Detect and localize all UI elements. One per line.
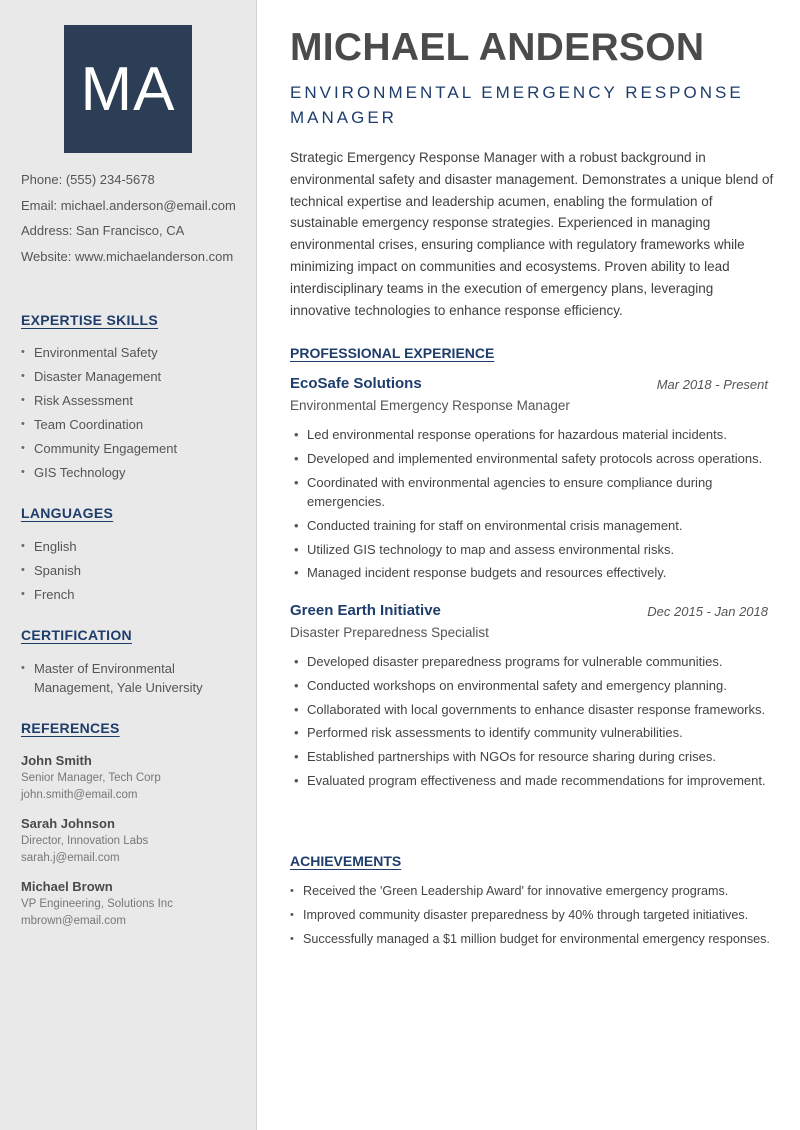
- responsibility-text: Utilized GIS technology to map and assess environmental risks.: [307, 541, 675, 557]
- list-item: [21, 415, 241, 434]
- bullet-icon: •: [21, 418, 25, 430]
- skills-heading: EXPERTISE SKILLS: [21, 312, 159, 328]
- language-text: English: [34, 539, 77, 554]
- bullet-icon: •: [21, 346, 25, 358]
- bullet-icon: •: [294, 474, 299, 490]
- skills-list: [21, 343, 241, 487]
- certification-text: Master of Environmental Management, Yale University: [34, 661, 203, 695]
- responsibility-text: Collaborated with local governments to enhance disaster response frameworks.: [307, 701, 766, 717]
- responsibility-text: Established partnerships with NGOs for resource sharing during crises.: [307, 749, 716, 765]
- reference-name: Sarah Johnson: [21, 816, 115, 831]
- responsibility-text: Conducted workshops on environmental safety and emergency planning.: [307, 677, 727, 693]
- bullet-icon: •: [290, 909, 294, 921]
- language-text: French: [34, 587, 75, 602]
- list-item: [290, 676, 770, 696]
- bullet-icon: •: [21, 370, 25, 382]
- references-heading: REFERENCES: [21, 720, 120, 736]
- contact-info: [21, 171, 236, 273]
- job-dates: Mar 2018 - Present: [656, 377, 768, 392]
- bullet-icon: •: [294, 450, 299, 466]
- reference-email: sarah.j@email.com: [21, 852, 120, 864]
- bullet-icon: •: [21, 442, 25, 454]
- monogram-badge: [64, 25, 192, 153]
- contact-email: Email: michael.anderson@email.com: [21, 197, 236, 213]
- bullet-icon: •: [21, 588, 25, 600]
- reference-email: mbrown@email.com: [21, 915, 126, 927]
- responsibility-text: Developed and implemented environmental safety protocols across operations.: [307, 450, 763, 466]
- achievement-text: Successfully managed a $1 million budget for environmental emergency responses.: [303, 932, 770, 946]
- contact-website: Website: www.michaelanderson.com: [21, 248, 234, 264]
- bullet-icon: •: [294, 565, 299, 581]
- skill-text: GIS Technology: [34, 465, 126, 480]
- language-text: Spanish: [34, 563, 81, 578]
- responsibility-text: Evaluated program effectiveness and made recommendations for improvement.: [307, 772, 766, 788]
- list-item: [290, 473, 770, 512]
- reference-name: Michael Brown: [21, 879, 113, 894]
- list-item: [290, 540, 770, 560]
- reference-email: john.smith@email.com: [21, 789, 138, 801]
- list-item: [290, 723, 770, 743]
- achievement-text: Received the 'Green Leadership Award' for innovative emergency programs.: [303, 884, 729, 898]
- experience-heading: PROFESSIONAL EXPERIENCE: [290, 345, 495, 361]
- list-item: [290, 700, 770, 720]
- list-item: [21, 367, 241, 386]
- bullet-icon: •: [21, 662, 25, 674]
- achievement-text: Improved community disaster preparedness by 40% through targeted initiatives.: [303, 908, 749, 922]
- achievements-heading: ACHIEVEMENTS: [290, 853, 402, 869]
- reference-item: [21, 752, 241, 804]
- reference-title: Senior Manager, Tech Corp: [21, 772, 161, 784]
- list-item: [290, 930, 780, 949]
- bullet-icon: •: [290, 933, 294, 945]
- company-name: Green Earth Initiative: [290, 602, 441, 619]
- list-item: [21, 463, 241, 482]
- languages-list: [21, 537, 241, 609]
- list-item: [290, 882, 780, 901]
- bullet-icon: •: [294, 749, 299, 765]
- bullet-icon: •: [21, 466, 25, 478]
- company-name: EcoSafe Solutions: [290, 375, 422, 392]
- bullet-icon: •: [21, 394, 25, 406]
- skill-text: Environmental Safety: [34, 345, 158, 360]
- list-item: [21, 391, 241, 410]
- list-item: [290, 449, 770, 469]
- list-item: [290, 652, 770, 672]
- reference-title: Director, Innovation Labs: [21, 835, 149, 847]
- achievements-list: [290, 882, 780, 954]
- reference-name: John Smith: [21, 753, 92, 768]
- responsibility-text: Conducted training for staff on environmental crisis management.: [307, 517, 683, 533]
- skill-text: Disaster Management: [34, 369, 162, 384]
- contact-address: Address: San Francisco, CA: [21, 223, 185, 238]
- bullet-icon: •: [294, 701, 299, 717]
- bullet-icon: •: [294, 772, 299, 788]
- contact-phone: Phone: (555) 234-5678: [21, 172, 155, 187]
- responsibility-text: Performed risk assessments to identify community vulnerabilities.: [307, 725, 683, 741]
- reference-item: [21, 815, 241, 867]
- certification-list: [21, 659, 221, 702]
- skill-text: Community Engagement: [34, 441, 178, 456]
- reference-item: [21, 878, 241, 930]
- sidebar: [0, 0, 257, 1130]
- responsibility-text: Managed incident response budgets and resources effectively.: [307, 565, 667, 581]
- list-item: [21, 585, 241, 604]
- list-item: [290, 906, 780, 925]
- job-role: Environmental Emergency Response Manager: [290, 398, 570, 413]
- list-item: [290, 563, 770, 583]
- candidate-name: MICHAEL ANDERSON: [290, 26, 705, 69]
- certification-heading: CERTIFICATION: [21, 627, 132, 643]
- job-dates: Dec 2015 - Jan 2018: [647, 604, 768, 619]
- bullet-icon: •: [21, 540, 25, 552]
- list-item: [21, 537, 241, 556]
- responsibility-text: Led environmental response operations for hazardous material incidents.: [307, 427, 727, 442]
- bullet-icon: •: [294, 517, 299, 533]
- list-item: [21, 343, 241, 362]
- job-title: ENVIRONMENTAL EMERGENCY RESPONSE MANAGER: [290, 83, 744, 127]
- responsibility-text: Developed disaster preparedness programs for vulnerable communities.: [307, 654, 723, 669]
- list-item: [290, 747, 770, 767]
- list-item: [21, 659, 221, 697]
- monogram-text: MA: [80, 54, 176, 124]
- job-role: Disaster Preparedness Specialist: [290, 625, 489, 640]
- list-item: [290, 771, 770, 791]
- bullet-icon: •: [294, 427, 299, 442]
- bullet-icon: •: [21, 564, 25, 576]
- bullet-icon: •: [294, 654, 299, 669]
- skill-text: Risk Assessment: [34, 393, 133, 408]
- responsibilities-list: [290, 652, 770, 795]
- responsibility-text: Coordinated with environmental agencies to ensure compliance during emergencies.: [307, 474, 713, 510]
- profile-summary: Strategic Emergency Response Manager with a robust background in environmental safety and disaster management. Demonstrates a unique blend of technical expertise and leadership acumen, enabling the formulation of sustainable emergency response strategies. Experienced in managing environmental crises, ensuring compliance with regulatory frameworks while minimizing impact on communities and ecosystems. Proven ability to lead interdisciplinary teams in the execution of emergency plans, leveraging innovative technologies to enhance response efficiency.: [290, 150, 774, 318]
- reference-title: VP Engineering, Solutions Inc: [21, 898, 173, 910]
- bullet-icon: •: [294, 541, 299, 557]
- list-item: [290, 516, 770, 536]
- bullet-icon: •: [290, 885, 294, 897]
- languages-heading: LANGUAGES: [21, 505, 114, 521]
- list-item: [290, 425, 770, 445]
- list-item: [21, 439, 241, 458]
- list-item: [21, 561, 241, 580]
- responsibilities-list: [290, 425, 770, 587]
- bullet-icon: •: [294, 725, 299, 741]
- skill-text: Team Coordination: [34, 417, 144, 432]
- bullet-icon: •: [294, 677, 299, 693]
